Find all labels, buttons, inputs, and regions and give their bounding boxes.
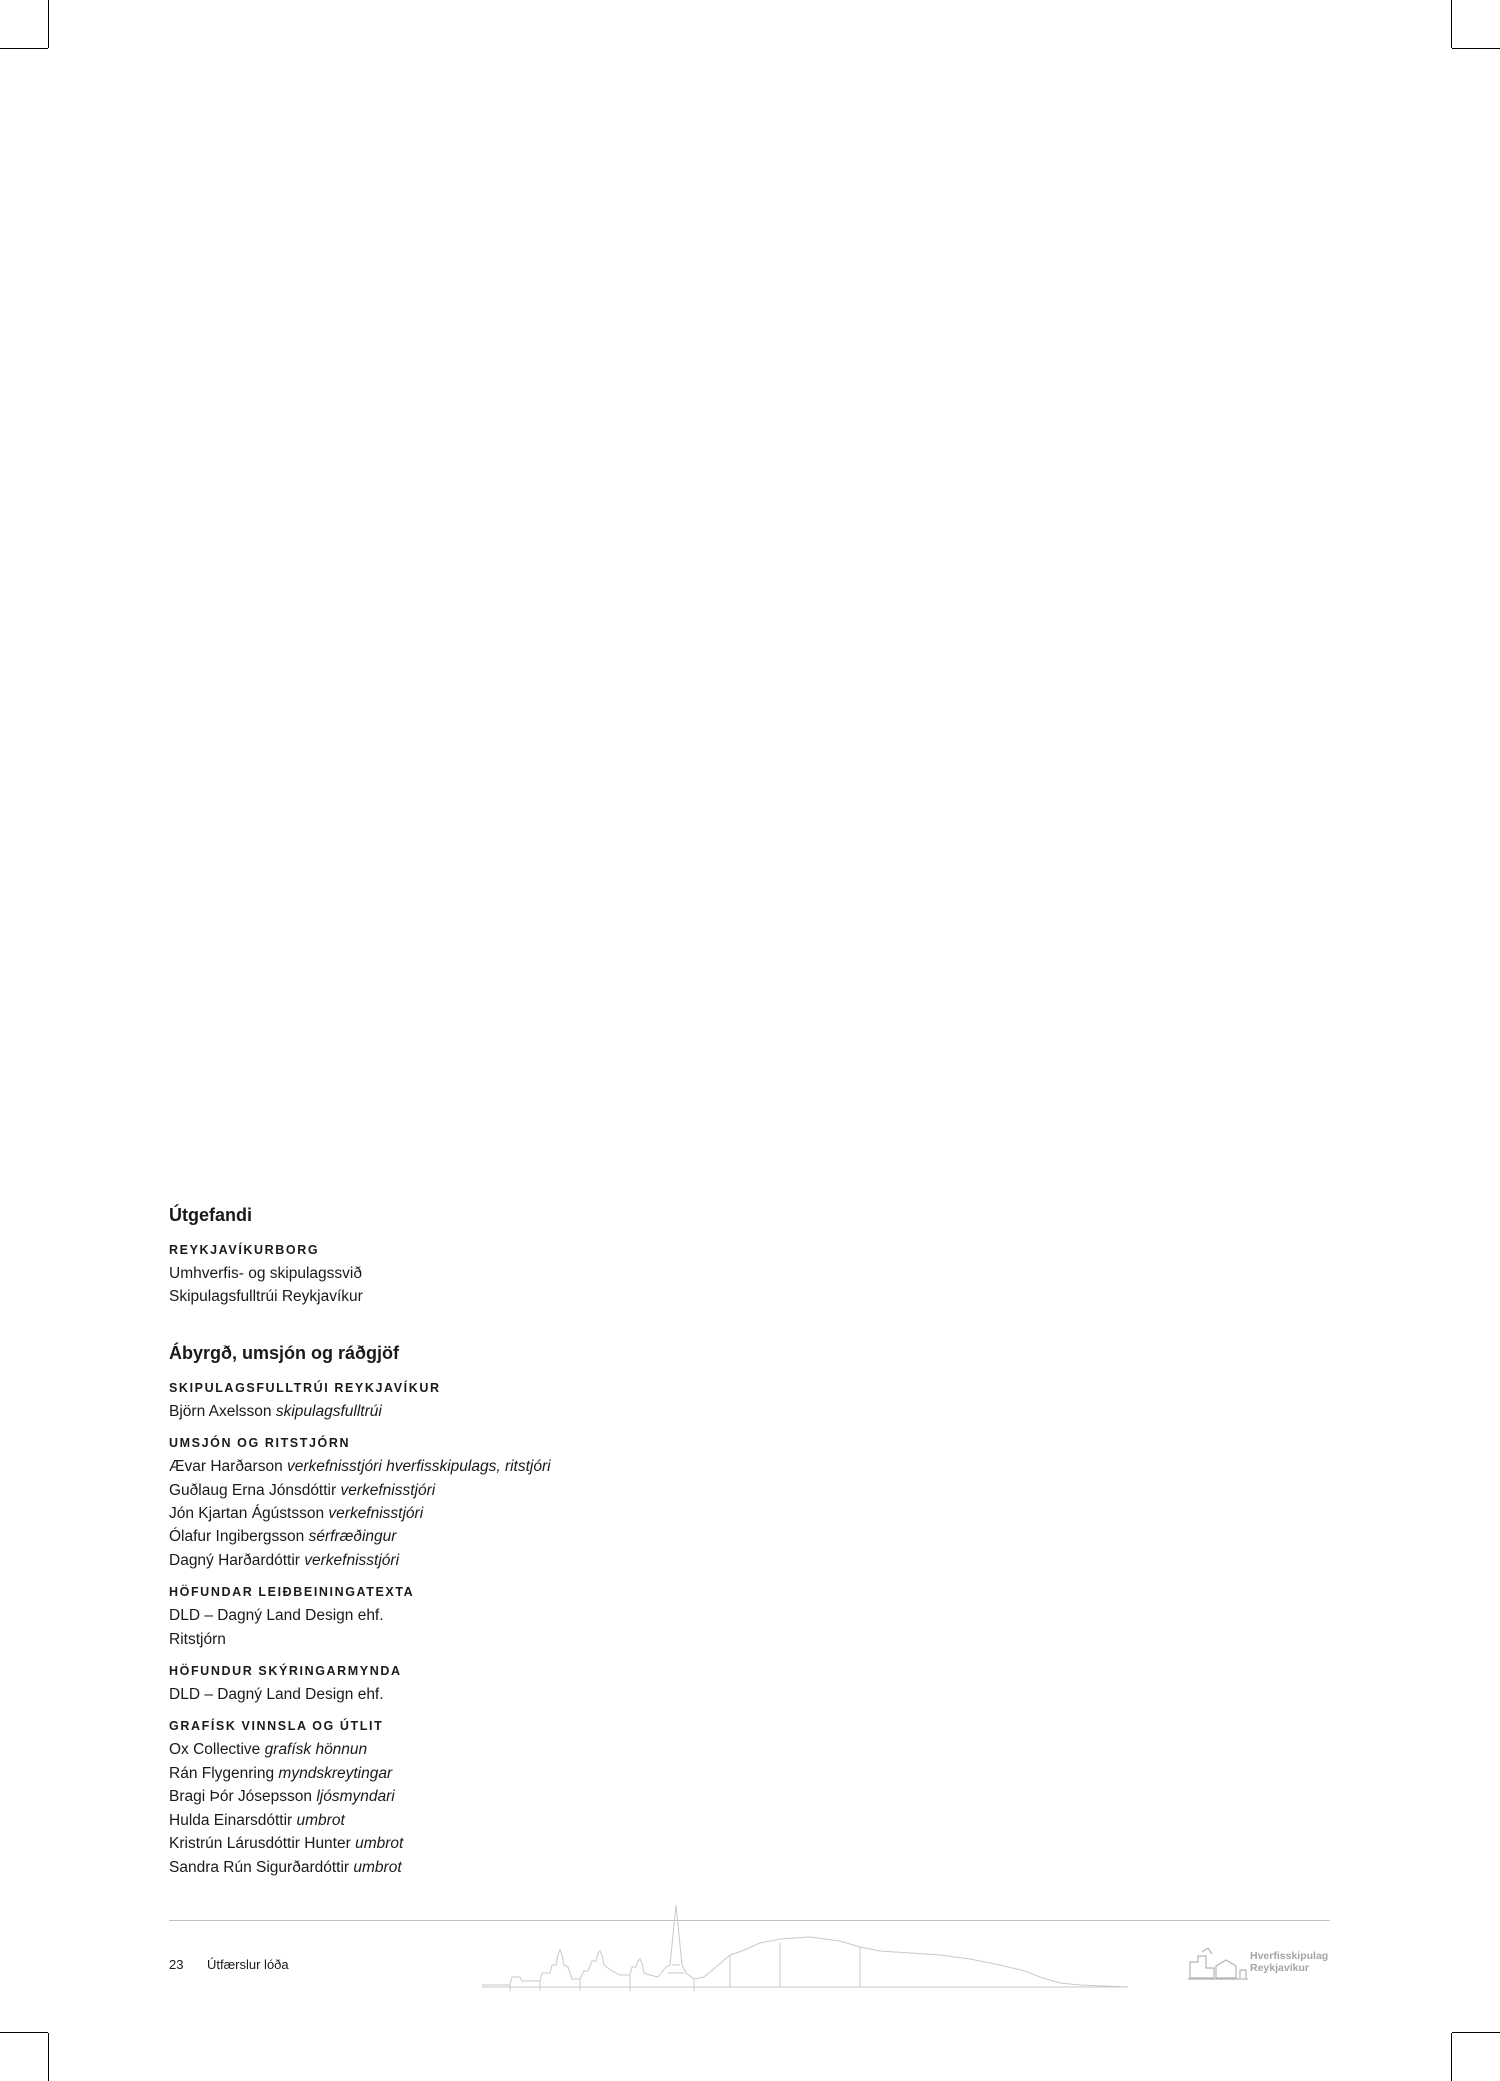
person-role: verkefnisstjóri (340, 1481, 436, 1499)
publisher-org: REYKJAVÍKURBORG (169, 1243, 320, 1257)
credit-line (169, 1738, 869, 1761)
document-title: Útfærslur lóða (207, 1957, 289, 1972)
responsibility-title: Ábyrgð, umsjón og ráðgjöf (169, 1342, 399, 1363)
hverfisskipulag-logo-icon (1188, 1948, 1248, 1982)
logo-line-1: Hverfisskipulag (1250, 1950, 1329, 1962)
person-name: DLD – Dagný Land Design ehf. (169, 1686, 384, 1704)
publisher-line: Skipulagsfulltrúi Reykjavíkur (169, 1288, 363, 1306)
credit-line (169, 1400, 869, 1423)
person-name: Rán Flygenring (169, 1764, 279, 1782)
credit-group (169, 1434, 869, 1572)
person-role: sérfræðingur (308, 1528, 397, 1546)
publisher-title: Útgefandi (169, 1205, 252, 1225)
person-role: grafísk hönnun (264, 1741, 368, 1759)
person-name: Ritstjórn (169, 1630, 226, 1648)
person-role: skipulagsfulltrúi (275, 1402, 382, 1420)
credit-group (169, 1662, 869, 1706)
credit-group (169, 1583, 869, 1651)
reykjavik-skyline-icon (480, 1895, 1130, 1995)
credit-line (169, 1628, 869, 1651)
person-role: myndskreytingar (278, 1764, 393, 1782)
credit-group (169, 1379, 869, 1423)
person-name: Kristrún Lárusdóttir Hunter (169, 1835, 356, 1853)
credit-group (169, 1717, 869, 1878)
credit-group-heading: SKIPULAGSFULLTRÚI REYKJAVÍKUR (169, 1380, 441, 1395)
person-name: Ox Collective (169, 1741, 265, 1759)
person-role: ljósmyndari (316, 1788, 395, 1806)
person-name: Sandra Rún Sigurðardóttir (169, 1858, 354, 1876)
credit-line (169, 1604, 869, 1627)
credit-line (169, 1856, 869, 1879)
person-name: Jón Kjartan Ágústsson (169, 1505, 329, 1523)
crop-mark (48, 0, 49, 48)
credit-line (169, 1809, 869, 1832)
credit-line (169, 1762, 869, 1785)
logo-line-2: Reykjavíkur (1250, 1962, 1309, 1974)
credit-group-heading: GRAFÍSK VINNSLA OG ÚTLIT (169, 1719, 384, 1734)
credits-block (169, 1203, 869, 1890)
page-number: 23 (169, 1957, 184, 1972)
credit-line (169, 1502, 869, 1525)
crop-mark (1452, 2032, 1500, 2033)
person-name: Hulda Einarsdóttir (169, 1811, 297, 1829)
person-role: umbrot (355, 1835, 404, 1853)
credit-line (169, 1785, 869, 1808)
person-name: Bragi Þór Jósepsson (169, 1788, 317, 1806)
credit-line (169, 1455, 869, 1478)
credit-line (169, 1832, 869, 1855)
publisher-group (169, 1241, 869, 1309)
credit-group-heading: UMSJÓN OG RITSTJÓRN (169, 1436, 351, 1451)
crop-mark (48, 2033, 49, 2081)
person-name: Guðlaug Erna Jónsdóttir (169, 1481, 341, 1499)
person-role: verkefnisstjóri hverfisskipulags, ritstjóri (287, 1458, 551, 1476)
person-role: umbrot (353, 1858, 402, 1876)
person-role: verkefnisstjóri (304, 1551, 400, 1569)
credit-line (169, 1683, 869, 1706)
crop-mark (1451, 0, 1452, 48)
crop-mark (0, 2032, 48, 2033)
person-name: Dagný Harðardóttir (169, 1551, 305, 1569)
person-name: Björn Axelsson (169, 1402, 276, 1420)
credit-group-heading: HÖFUNDUR SKÝRINGARMYNDA (169, 1664, 402, 1679)
credit-line (169, 1549, 869, 1572)
person-role: verkefnisstjóri (328, 1505, 424, 1523)
person-name: Ævar Harðarson (169, 1458, 288, 1476)
credit-line (169, 1479, 869, 1502)
logo-wordmark (1250, 1950, 1328, 1974)
credit-group-heading: HÖFUNDAR LEIÐBEININGATEXTA (169, 1585, 415, 1600)
person-name: DLD – Dagný Land Design ehf. (169, 1607, 384, 1625)
crop-mark (1451, 2033, 1452, 2081)
responsibility-groups (169, 1379, 869, 1879)
credit-line (169, 1525, 869, 1548)
crop-mark (1452, 48, 1500, 49)
crop-mark (0, 48, 48, 49)
person-role: umbrot (296, 1811, 345, 1829)
person-name: Ólafur Ingibergsson (169, 1528, 309, 1546)
publisher-line: Umhverfis- og skipulagssvið (169, 1265, 362, 1282)
